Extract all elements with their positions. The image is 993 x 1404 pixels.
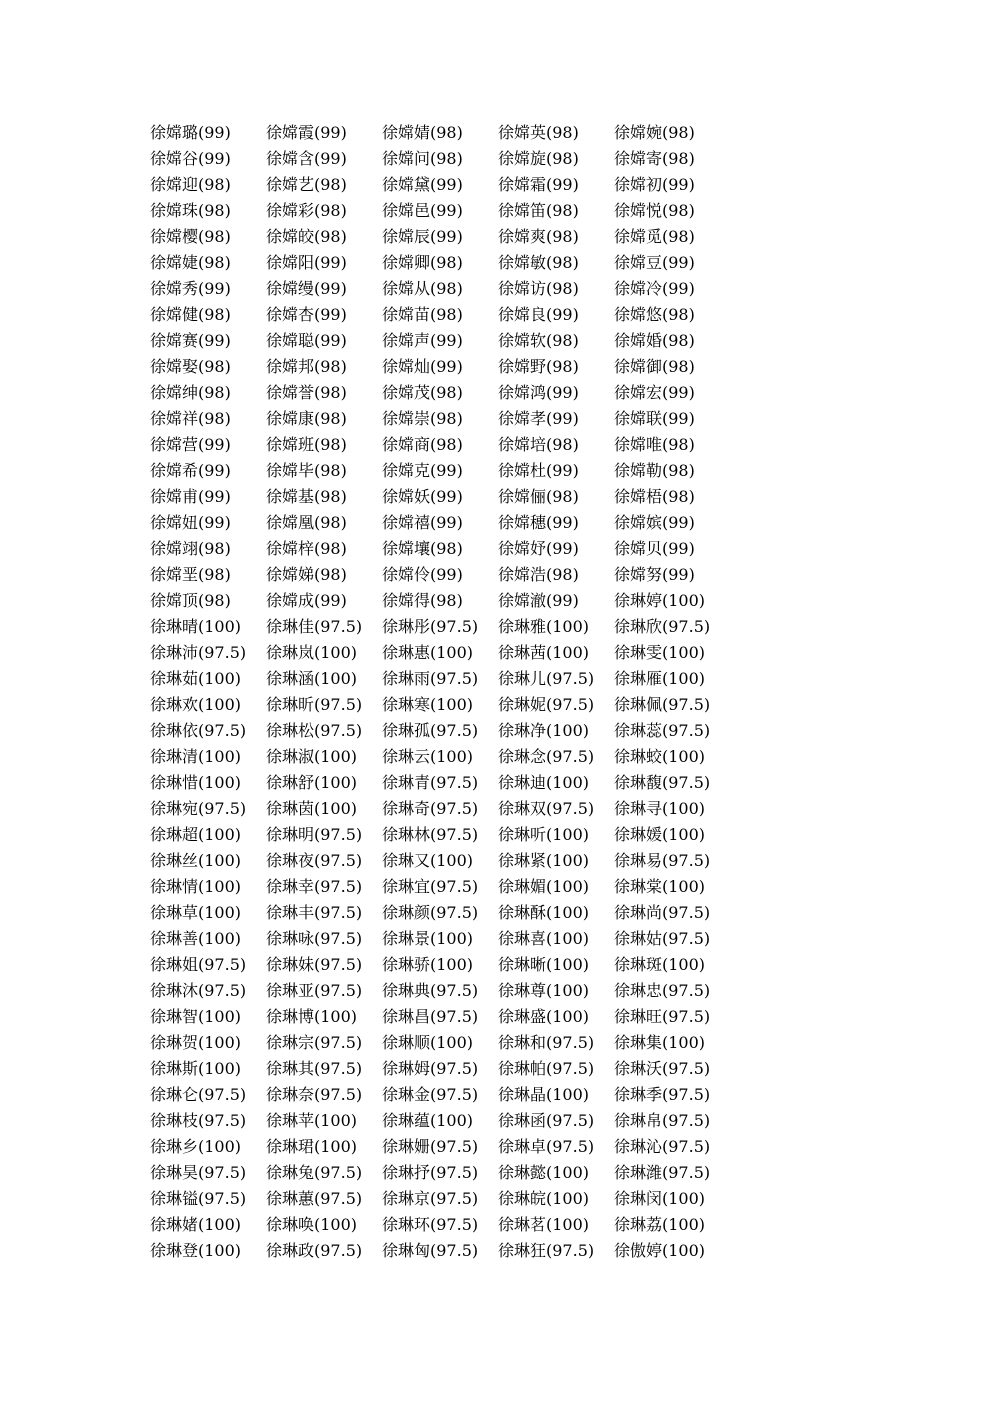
name-entry: 徐琳惜(100) xyxy=(150,773,242,792)
name-row xyxy=(150,770,750,796)
name-entry: 徐嫦成(99) xyxy=(266,591,347,610)
name-entry: 徐琳环(97.5) xyxy=(382,1215,479,1234)
name-entry: 徐嫦努(99) xyxy=(614,565,695,584)
name-entry: 徐琳沐(97.5) xyxy=(150,981,247,1000)
name-entry: 徐琳抒(97.5) xyxy=(382,1163,479,1182)
name-entry: 徐琳晶(100) xyxy=(498,1085,590,1104)
name-entry: 徐琳卓(97.5) xyxy=(498,1137,595,1156)
name-entry: 徐琳媛(100) xyxy=(614,825,706,844)
name-entry: 徐嫦迎(98) xyxy=(150,175,231,194)
name-entry: 徐琳善(100) xyxy=(150,929,242,948)
name-row xyxy=(150,952,750,978)
name-row xyxy=(150,380,750,406)
name-entry: 徐嫦浩(98) xyxy=(498,565,579,584)
name-entry: 徐嫦甫(99) xyxy=(150,487,231,506)
name-row xyxy=(150,926,750,952)
name-entry: 徐琳姐(97.5) xyxy=(150,955,247,974)
name-entry: 徐嫦婕(98) xyxy=(150,253,231,272)
name-row xyxy=(150,406,750,432)
name-entry: 徐嫦笛(98) xyxy=(498,201,579,220)
name-entry: 徐琳镒(97.5) xyxy=(150,1189,247,1208)
name-entry: 徐嫦妞(99) xyxy=(150,513,231,532)
name-entry: 徐嫦澈(99) xyxy=(498,591,579,610)
name-entry: 徐嫦基(98) xyxy=(266,487,347,506)
name-entry: 徐琳净(100) xyxy=(498,721,590,740)
name-entry: 徐琳丰(97.5) xyxy=(266,903,363,922)
name-entry: 徐琳彤(97.5) xyxy=(382,617,479,636)
name-entry: 徐琳季(97.5) xyxy=(614,1085,711,1104)
name-entry: 徐嫦英(98) xyxy=(498,123,579,142)
name-entry: 徐琳奇(97.5) xyxy=(382,799,479,818)
name-entry: 徐琳顺(100) xyxy=(382,1033,474,1052)
name-entry: 徐傲婷(100) xyxy=(614,1241,706,1260)
name-row xyxy=(150,822,750,848)
name-entry: 徐琳贺(100) xyxy=(150,1033,242,1052)
name-entry: 徐嫦唯(98) xyxy=(614,435,695,454)
name-entry: 徐琳和(97.5) xyxy=(498,1033,595,1052)
name-entry: 徐琳双(97.5) xyxy=(498,799,595,818)
name-entry: 徐嫦赛(99) xyxy=(150,331,231,350)
name-entry: 徐嫦宏(99) xyxy=(614,383,695,402)
name-entry: 徐嫦艺(98) xyxy=(266,175,347,194)
name-entry: 徐琳帛(97.5) xyxy=(614,1111,711,1130)
name-entry: 徐嫦珠(98) xyxy=(150,201,231,220)
name-row xyxy=(150,744,750,770)
name-entry: 徐琳珺(100) xyxy=(266,1137,358,1156)
name-entry: 徐嫦壤(98) xyxy=(382,539,463,558)
name-entry: 徐嫦婚(98) xyxy=(614,331,695,350)
name-entry: 徐嫦初(99) xyxy=(614,175,695,194)
name-entry: 徐嫦觅(98) xyxy=(614,227,695,246)
name-entry: 徐琳典(97.5) xyxy=(382,981,479,1000)
name-entry: 徐琳媚(100) xyxy=(498,877,590,896)
name-entry: 徐琳茹(100) xyxy=(150,669,242,688)
name-entry: 徐嫦彩(98) xyxy=(266,201,347,220)
name-entry: 徐琳姗(97.5) xyxy=(382,1137,479,1156)
name-entry: 徐嫦阳(99) xyxy=(266,253,347,272)
name-entry: 徐琳蕴(100) xyxy=(382,1111,474,1130)
name-entry: 徐嫦俪(98) xyxy=(498,487,579,506)
name-entry: 徐琳婷(100) xyxy=(614,591,706,610)
name-entry: 徐琳儿(97.5) xyxy=(498,669,595,688)
name-entry: 徐嫦杜(99) xyxy=(498,461,579,480)
name-entry: 徐嫦杏(99) xyxy=(266,305,347,324)
name-entry: 徐琳智(100) xyxy=(150,1007,242,1026)
name-entry: 徐琳景(100) xyxy=(382,929,474,948)
name-entry: 徐嫦梧(98) xyxy=(614,487,695,506)
name-entry: 徐琳狂(97.5) xyxy=(498,1241,595,1260)
name-entry: 徐琳青(97.5) xyxy=(382,773,479,792)
name-entry: 徐嫦孝(99) xyxy=(498,409,579,428)
name-entry: 徐琳松(97.5) xyxy=(266,721,363,740)
name-entry: 徐嫦从(98) xyxy=(382,279,463,298)
name-row xyxy=(150,1108,750,1134)
name-row xyxy=(150,874,750,900)
name-entry: 徐嫦声(99) xyxy=(382,331,463,350)
name-row xyxy=(150,536,750,562)
name-entry: 徐嫦缦(99) xyxy=(266,279,347,298)
name-row xyxy=(150,1030,750,1056)
name-entry: 徐嫦访(98) xyxy=(498,279,579,298)
name-row xyxy=(150,146,750,172)
name-entry: 徐嫦禧(99) xyxy=(382,513,463,532)
name-entry: 徐嫦含(99) xyxy=(266,149,347,168)
name-entry: 徐琳奈(97.5) xyxy=(266,1085,363,1104)
name-entry: 徐嫦皎(98) xyxy=(266,227,347,246)
name-entry: 徐琳茗(100) xyxy=(498,1215,590,1234)
name-entry: 徐嫦希(99) xyxy=(150,461,231,480)
name-entry: 徐琳又(100) xyxy=(382,851,474,870)
name-entry: 徐琳茵(100) xyxy=(266,799,358,818)
name-entry: 徐嫦凰(98) xyxy=(266,513,347,532)
name-entry: 徐嫦璐(99) xyxy=(150,123,231,142)
name-row xyxy=(150,900,750,926)
name-entry: 徐琳潍(97.5) xyxy=(614,1163,711,1182)
name-entry: 徐琳昊(97.5) xyxy=(150,1163,247,1182)
name-entry: 徐嫦豆(99) xyxy=(614,253,695,272)
name-entry: 徐嫦健(98) xyxy=(150,305,231,324)
name-row xyxy=(150,328,750,354)
name-entry: 徐琳岚(100) xyxy=(266,643,358,662)
name-entry: 徐嫦婉(98) xyxy=(614,123,695,142)
name-entry: 徐琳旺(97.5) xyxy=(614,1007,711,1026)
name-entry: 徐琳沁(97.5) xyxy=(614,1137,711,1156)
name-entry: 徐嫦黛(99) xyxy=(382,175,463,194)
name-entry: 徐琳宜(97.5) xyxy=(382,877,479,896)
name-entry: 徐琳欢(100) xyxy=(150,695,242,714)
name-entry: 徐琳姆(97.5) xyxy=(382,1059,479,1078)
name-entry: 徐嫦克(99) xyxy=(382,461,463,480)
name-row xyxy=(150,1056,750,1082)
name-row xyxy=(150,484,750,510)
name-row xyxy=(150,562,750,588)
name-entry: 徐琳皖(100) xyxy=(498,1189,590,1208)
name-entry: 徐嫦顶(98) xyxy=(150,591,231,610)
name-entry: 徐嫦爽(98) xyxy=(498,227,579,246)
name-row xyxy=(150,172,750,198)
name-entry: 徐嫦谷(99) xyxy=(150,149,231,168)
name-entry: 徐琳函(97.5) xyxy=(498,1111,595,1130)
name-entry: 徐嫦邦(98) xyxy=(266,357,347,376)
name-entry: 徐琳清(100) xyxy=(150,747,242,766)
name-entry: 徐琳昕(97.5) xyxy=(266,695,363,714)
name-entry: 徐琳昌(97.5) xyxy=(382,1007,479,1026)
name-entry: 徐嫦培(98) xyxy=(498,435,579,454)
name-row xyxy=(150,978,750,1004)
name-row xyxy=(150,692,750,718)
name-entry: 徐嫦鸿(99) xyxy=(498,383,579,402)
name-entry: 徐嫦勒(98) xyxy=(614,461,695,480)
name-entry: 徐琳乡(100) xyxy=(150,1137,242,1156)
name-entry: 徐琳荔(100) xyxy=(614,1215,706,1234)
name-entry: 徐琳宗(97.5) xyxy=(266,1033,363,1052)
name-entry: 徐琳雁(100) xyxy=(614,669,706,688)
name-row xyxy=(150,614,750,640)
name-entry: 徐嫦得(98) xyxy=(382,591,463,610)
name-entry: 徐琳迪(100) xyxy=(498,773,590,792)
name-entry: 徐嫦康(98) xyxy=(266,409,347,428)
name-entry: 徐嫦妖(99) xyxy=(382,487,463,506)
name-entry: 徐琳媎(100) xyxy=(150,1215,242,1234)
name-entry: 徐琳惠(100) xyxy=(382,643,474,662)
name-entry: 徐琳妮(97.5) xyxy=(498,695,595,714)
name-row xyxy=(150,848,750,874)
name-entry: 徐琳金(97.5) xyxy=(382,1085,479,1104)
name-entry: 徐琳妹(97.5) xyxy=(266,955,363,974)
name-entry: 徐琳茜(100) xyxy=(498,643,590,662)
name-entry: 徐琳舒(100) xyxy=(266,773,358,792)
name-entry: 徐琳懿(100) xyxy=(498,1163,590,1182)
name-entry: 徐嫦霜(99) xyxy=(498,175,579,194)
name-row xyxy=(150,1186,750,1212)
name-row xyxy=(150,432,750,458)
name-entry: 徐嫦樱(98) xyxy=(150,227,231,246)
name-entry: 徐琳博(100) xyxy=(266,1007,358,1026)
name-entry: 徐琳枝(97.5) xyxy=(150,1111,247,1130)
name-entry: 徐嫦野(98) xyxy=(498,357,579,376)
name-entry: 徐嫦商(98) xyxy=(382,435,463,454)
name-entry: 徐嫦妤(99) xyxy=(498,539,579,558)
name-entry: 徐琳涵(100) xyxy=(266,669,358,688)
name-entry: 徐嫦翊(98) xyxy=(150,539,231,558)
name-entry: 徐琳咏(97.5) xyxy=(266,929,363,948)
name-row xyxy=(150,1134,750,1160)
name-row xyxy=(150,354,750,380)
name-entry: 徐琳登(100) xyxy=(150,1241,242,1260)
name-row xyxy=(150,1082,750,1108)
name-row xyxy=(150,120,750,146)
name-entry: 徐琳易(97.5) xyxy=(614,851,711,870)
name-row xyxy=(150,250,750,276)
name-entry: 徐琳亚(97.5) xyxy=(266,981,363,1000)
name-entry: 徐琳尚(97.5) xyxy=(614,903,711,922)
name-entry: 徐嫦软(98) xyxy=(498,331,579,350)
name-entry: 徐琳晴(100) xyxy=(150,617,242,636)
name-entry: 徐琳佳(97.5) xyxy=(266,617,363,636)
name-entry: 徐琳兔(97.5) xyxy=(266,1163,363,1182)
name-entry: 徐琳沃(97.5) xyxy=(614,1059,711,1078)
name-entry: 徐琳斑(100) xyxy=(614,955,706,974)
name-entry: 徐琳仑(97.5) xyxy=(150,1085,247,1104)
name-entry: 徐琳明(97.5) xyxy=(266,825,363,844)
name-row xyxy=(150,510,750,536)
name-entry: 徐琳其(97.5) xyxy=(266,1059,363,1078)
name-entry: 徐琳姑(97.5) xyxy=(614,929,711,948)
name-entry: 徐琳欣(97.5) xyxy=(614,617,711,636)
name-entry: 徐琳匈(97.5) xyxy=(382,1241,479,1260)
name-entry: 徐嫦誉(98) xyxy=(266,383,347,402)
name-entry: 徐琳苹(100) xyxy=(266,1111,358,1130)
name-entry: 徐嫦梓(98) xyxy=(266,539,347,558)
name-entry: 徐琳闵(100) xyxy=(614,1189,706,1208)
name-entry: 徐琳蕊(97.5) xyxy=(614,721,711,740)
name-entry: 徐嫦寄(98) xyxy=(614,149,695,168)
name-entry: 徐琳帕(97.5) xyxy=(498,1059,595,1078)
name-entry: 徐琳丝(100) xyxy=(150,851,242,870)
name-entry: 徐琳颜(97.5) xyxy=(382,903,479,922)
name-entry: 徐嫦娣(98) xyxy=(266,565,347,584)
name-entry: 徐嫦嫔(99) xyxy=(614,513,695,532)
name-row xyxy=(150,1160,750,1186)
name-entry: 徐琳情(100) xyxy=(150,877,242,896)
name-entry: 徐嫦聪(99) xyxy=(266,331,347,350)
name-row xyxy=(150,1212,750,1238)
name-entry: 徐嫦悠(98) xyxy=(614,305,695,324)
name-entry: 徐嫦垩(98) xyxy=(150,565,231,584)
name-entry: 徐嫦良(99) xyxy=(498,305,579,324)
name-entry: 徐嫦冷(99) xyxy=(614,279,695,298)
name-entry: 徐琳京(97.5) xyxy=(382,1189,479,1208)
name-entry: 徐嫦娶(98) xyxy=(150,357,231,376)
name-entry: 徐琳尊(100) xyxy=(498,981,590,1000)
name-entry: 徐嫦旋(98) xyxy=(498,149,579,168)
name-entry: 徐琳听(100) xyxy=(498,825,590,844)
name-entry: 徐嫦灿(99) xyxy=(382,357,463,376)
name-row xyxy=(150,276,750,302)
name-row xyxy=(150,666,750,692)
name-entry: 徐琳云(100) xyxy=(382,747,474,766)
name-row xyxy=(150,458,750,484)
name-entry: 徐嫦绅(98) xyxy=(150,383,231,402)
name-entry: 徐琳孤(97.5) xyxy=(382,721,479,740)
name-entry: 徐嫦联(99) xyxy=(614,409,695,428)
name-entry: 徐嫦茂(98) xyxy=(382,383,463,402)
name-entry: 徐琳政(97.5) xyxy=(266,1241,363,1260)
name-entry: 徐琳酥(100) xyxy=(498,903,590,922)
name-row xyxy=(150,640,750,666)
name-entry: 徐琳棠(100) xyxy=(614,877,706,896)
name-entry: 徐琳沛(97.5) xyxy=(150,643,247,662)
name-entry: 徐琳晰(100) xyxy=(498,955,590,974)
name-row xyxy=(150,796,750,822)
name-row xyxy=(150,224,750,250)
name-row xyxy=(150,302,750,328)
name-entry: 徐琳佩(97.5) xyxy=(614,695,711,714)
name-entry: 徐琳寒(100) xyxy=(382,695,474,714)
name-entry: 徐嫦穗(99) xyxy=(498,513,579,532)
name-entry: 徐琳寻(100) xyxy=(614,799,706,818)
name-row xyxy=(150,588,750,614)
name-entry: 徐嫦御(98) xyxy=(614,357,695,376)
name-row xyxy=(150,1004,750,1030)
name-row xyxy=(150,718,750,744)
name-entry: 徐琳夜(97.5) xyxy=(266,851,363,870)
name-entry: 徐琳盛(100) xyxy=(498,1007,590,1026)
name-entry: 徐琳忠(97.5) xyxy=(614,981,711,1000)
name-entry: 徐嫦婧(98) xyxy=(382,123,463,142)
name-entry: 徐嫦悦(98) xyxy=(614,201,695,220)
name-entry: 徐琳唤(100) xyxy=(266,1215,358,1234)
name-entry: 徐嫦贝(99) xyxy=(614,539,695,558)
name-entry: 徐琳雯(100) xyxy=(614,643,706,662)
name-entry: 徐琳集(100) xyxy=(614,1033,706,1052)
name-entry: 徐琳依(97.5) xyxy=(150,721,247,740)
name-entry: 徐琳超(100) xyxy=(150,825,242,844)
name-entry: 徐琳宛(97.5) xyxy=(150,799,247,818)
name-entry: 徐嫦敏(98) xyxy=(498,253,579,272)
name-entry: 徐嫦班(98) xyxy=(266,435,347,454)
name-entry: 徐嫦问(98) xyxy=(382,149,463,168)
name-entry: 徐琳喜(100) xyxy=(498,929,590,948)
name-entry: 徐嫦霞(99) xyxy=(266,123,347,142)
name-entry: 徐琳幸(97.5) xyxy=(266,877,363,896)
name-row xyxy=(150,1238,750,1264)
name-entry: 徐嫦苗(98) xyxy=(382,305,463,324)
name-entry: 徐嫦营(99) xyxy=(150,435,231,454)
name-entry: 徐琳馥(97.5) xyxy=(614,773,711,792)
name-entry: 徐琳蕙(97.5) xyxy=(266,1189,363,1208)
name-entry: 徐琳草(100) xyxy=(150,903,242,922)
name-row xyxy=(150,198,750,224)
name-entry: 徐嫦辰(99) xyxy=(382,227,463,246)
name-entry: 徐嫦伶(99) xyxy=(382,565,463,584)
name-entry: 徐嫦秀(99) xyxy=(150,279,231,298)
name-entry: 徐琳淑(100) xyxy=(266,747,358,766)
name-entry: 徐琳紧(100) xyxy=(498,851,590,870)
name-entry: 徐嫦邑(99) xyxy=(382,201,463,220)
name-entry: 徐琳念(97.5) xyxy=(498,747,595,766)
name-entry: 徐嫦崇(98) xyxy=(382,409,463,428)
name-entry: 徐琳林(97.5) xyxy=(382,825,479,844)
name-entry: 徐琳雨(97.5) xyxy=(382,669,479,688)
name-entry: 徐琳蛟(100) xyxy=(614,747,706,766)
name-entry: 徐嫦祥(98) xyxy=(150,409,231,428)
name-entry: 徐嫦卿(98) xyxy=(382,253,463,272)
name-entry: 徐琳骄(100) xyxy=(382,955,474,974)
name-entry: 徐琳斯(100) xyxy=(150,1059,242,1078)
name-entry: 徐嫦毕(98) xyxy=(266,461,347,480)
name-entry: 徐琳雅(100) xyxy=(498,617,590,636)
name-score-list xyxy=(150,120,750,1264)
